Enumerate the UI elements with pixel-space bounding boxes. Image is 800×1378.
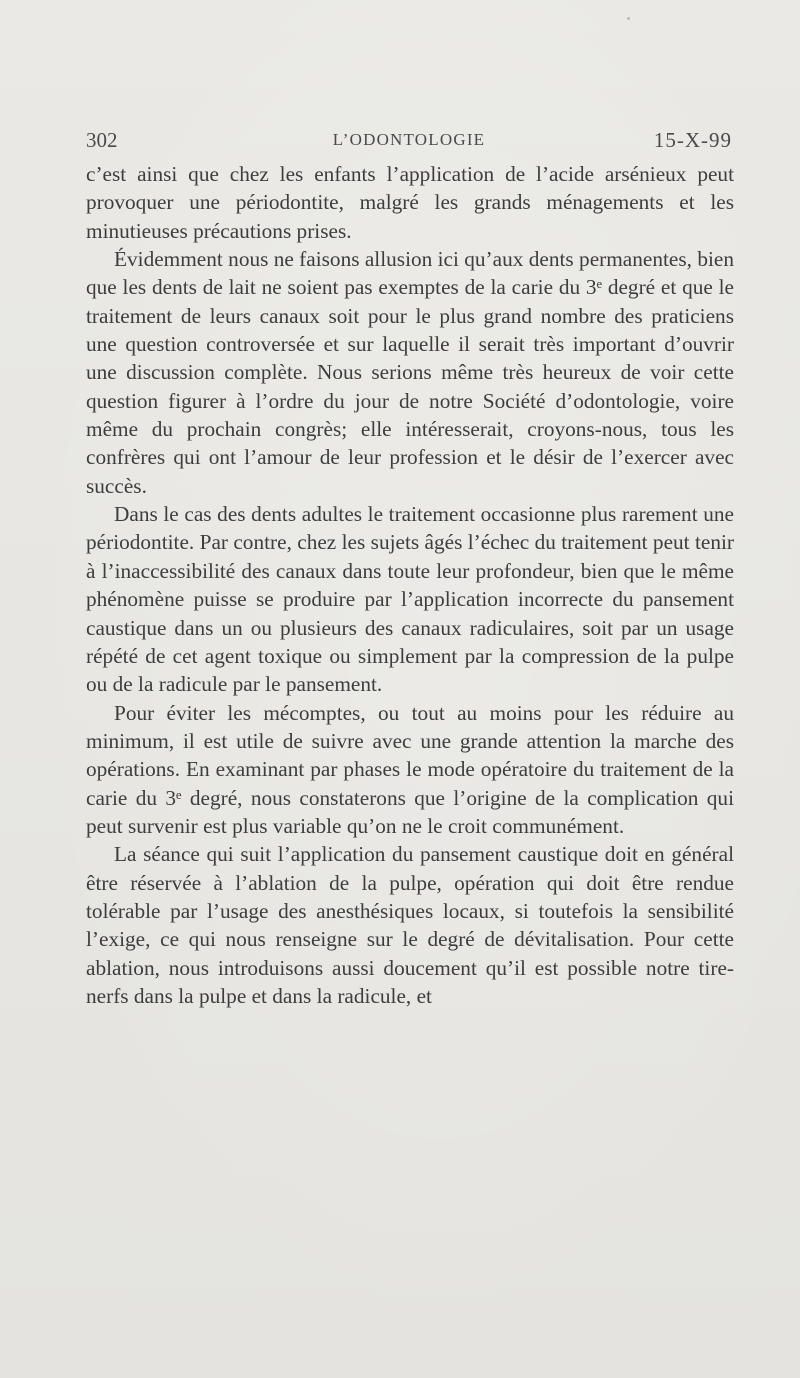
body-text bbox=[86, 160, 734, 1010]
paragraph: Dans le cas des dents adultes le traitement occasionne plus rarement une périodontite. Par contre, chez les sujets âgés l’échec du traitement peut tenir à l’inaccessibilité des canaux dans toute leur profondeur, bien que le même phénomène puisse se produire par l’application incorrecte du pansement caustique dans un ou plusieurs des canaux radiculaires, soit par un usage répété de cet agent toxique ou simplement par la compression de la pulpe ou de la radicule par le pansement. bbox=[86, 502, 734, 697]
paragraph: La séance qui suit l’application du pansement caustique doit en général être réservée à l’ablation de la pulpe, opération qui doit être rendue tolérable par l’usage des anesthésiques locaux, si toutefois la sensibilité l’exige, ce qui nous renseigne sur le degré de dévitalisation. Pour cette ablation, nous introduisons aussi doucement qu’il est possible notre tire-nerfs dans la pulpe et dans la radicule, et bbox=[86, 842, 734, 1008]
paragraph: Pour éviter les mécomptes, ou tout au moins pour les réduire au minimum, il est utile de suivre avec une grande attention la marche des opérations. En examinant par phases le mode opératoire du traitement de la carie du 3ᵉ degré, nous constaterons que l’origine de la complication qui peut survenir est plus variable qu’on ne le croit communément. bbox=[86, 700, 734, 838]
paper-speck bbox=[627, 17, 630, 20]
page-number: 302 bbox=[86, 128, 118, 152]
running-title: L’ODONTOLOGIE bbox=[332, 130, 486, 149]
page-header bbox=[86, 128, 732, 158]
paragraph: c’est ainsi que chez les enfants l’application de l’acide arsénieux peut provoquer une périodontite, malgré les grands ménagements et les minutieuses précautions prises. bbox=[86, 162, 734, 243]
issue-date: 15-X-99 bbox=[653, 128, 732, 152]
paragraph: Évidemment nous ne faisons allusion ici qu’aux dents permanentes, bien que les dents de lait ne soient pas exemptes de la carie du 3ᵉ degré et que le traitement de leurs canaux soit pour le plus grand nombre des praticiens une question controversée et sur laquelle il serait très important d’ouvrir une discussion complète. Nous serions même très heureux de voir cette question figurer à l’ordre du jour de notre Société d’odontologie, voire même du prochain congrès; elle intéresserait, croyons-nous, tous les confrères qui ont l’amour de leur profession et le désir de l’exercer avec succès. bbox=[86, 247, 734, 498]
